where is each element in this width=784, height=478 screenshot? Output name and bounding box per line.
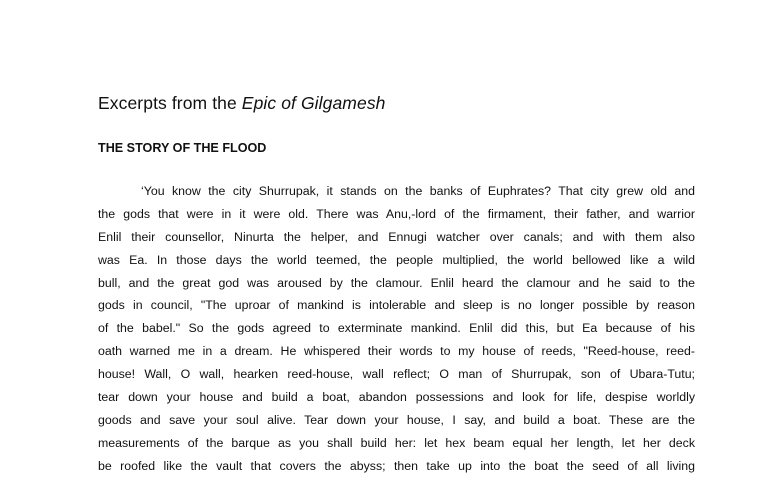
paragraph-line: ‘You know the city Shurrupak, it stands on the banks of Euphrates? That city grew old and <box>141 184 695 198</box>
paragraph-line: house! Wall, O wall, hearken reed-house, wall reflect; O man of Shurrupak, son of Ubara-Tutu; <box>98 367 695 382</box>
paragraph-line: bull, and the great god was aroused by the clamour. Enlil heard the clamour and he said to the <box>98 275 695 290</box>
paragraph-line: measurements of the barque as you shall build her: let hex beam equal her length, let her deck <box>98 435 695 450</box>
section-heading: THE STORY OF THE FLOOD <box>98 141 267 155</box>
paragraph-line: goods and save your soul alive. Tear down your house, I say, and build a boat. These are the <box>98 412 695 427</box>
paragraph-line: of the babel." So the gods agreed to exterminate mankind. Enlil did this, but Ea because of his <box>98 321 695 336</box>
paragraph-line: tear down your house and build a boat, abandon possessions and look for life, despise worldly <box>98 390 695 405</box>
paragraph-line: was Ea. In those days the world teemed, the people multiplied, the world bellowed like a wild <box>98 252 695 267</box>
paragraph-line: the gods that were in it were old. There was Anu,-lord of the firmament, their father, and warrior <box>98 206 695 221</box>
paragraph-line: be roofed like the vault that covers the abyss; then take up into the boat the seed of all living <box>98 458 695 473</box>
document-title <box>98 93 386 114</box>
title-italic: Epic of Gilgamesh <box>241 93 386 113</box>
paragraph-line: gods in council, "The uproar of mankind is intolerable and sleep is no longer possible by reason <box>98 298 695 313</box>
body-paragraph <box>98 180 695 478</box>
title-prefix: Excerpts from the <box>98 93 242 113</box>
paragraph-line: Enlil their counsellor, Ninurta the helper, and Ennugi watcher over canals; and with them also <box>98 229 695 244</box>
paragraph-line: oath warned me in a dream. He whispered their words to my house of reeds, "Reed-house, reed- <box>98 344 695 359</box>
